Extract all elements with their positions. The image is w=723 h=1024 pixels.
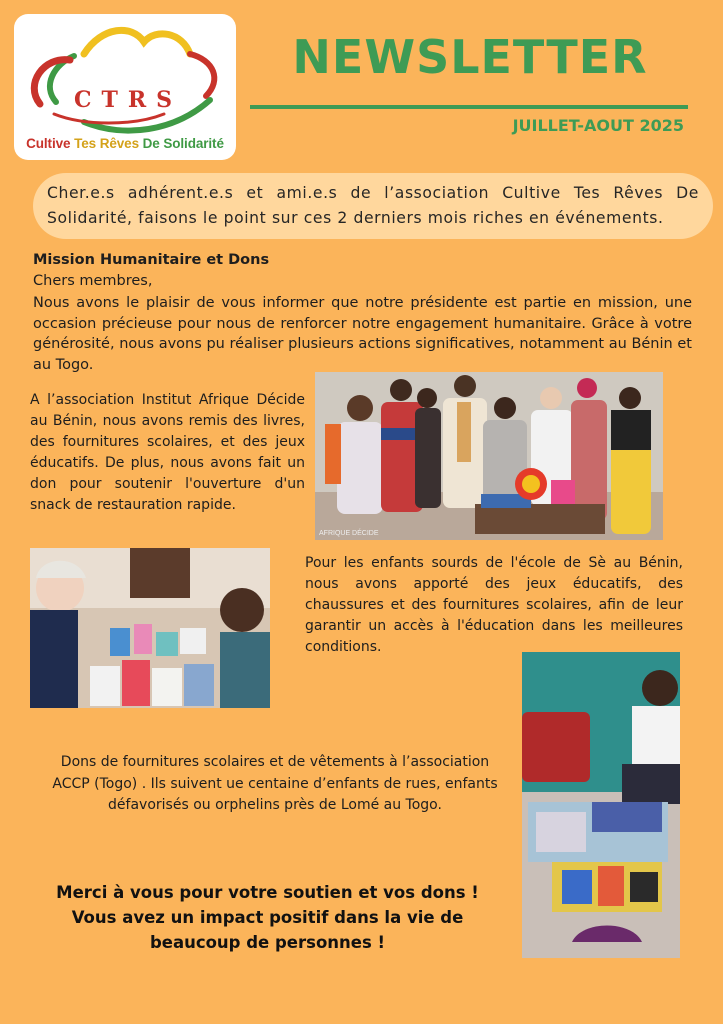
- benin-paragraph: A l’association Institut Afrique Décide au Bénin, nous avons remis des livres, des fournitures scolaires, et des jeux éducatifs. De plus, nous avons fait un don pour soutenir l'ouverture d'un snack de restauration rapide.: [30, 392, 305, 513]
- mission-heading: Mission Humanitaire et Dons: [33, 252, 270, 268]
- logo-tagline: [14, 136, 236, 151]
- intro-text: Cher.e.s adhérent.e.s et ami.e.s de l’association Cultive Tes Rêves De Solidarité, faisons le point sur ces 2 derniers mois riches en événements.: [47, 184, 699, 227]
- logo-tagline-word3: De Solidarité: [142, 136, 224, 151]
- photo-credit: AFRIQUE DÉCIDE: [319, 530, 379, 537]
- issue-date: JUILLET-AOUT 2025: [512, 116, 684, 135]
- logo-tagline-word2: Tes Rêves: [74, 136, 139, 151]
- mission-greeting: Chers membres,: [33, 273, 153, 289]
- group-photo: [315, 372, 663, 540]
- mission-body: Nous avons le plaisir de vous informer que notre présidente est partie en mission, une occasion précieuse pour nous de renforcer notre engagement humanitaire. Grâce à votre générosité, nous avons pu réaliser plusieurs actions significatives, notamment au Bénin et au Togo.: [33, 295, 692, 373]
- logo-acronym: CTRS: [73, 87, 183, 113]
- supplies-photo: [522, 652, 680, 958]
- intro-box: [33, 173, 713, 239]
- books-photo: [30, 548, 270, 708]
- togo-paragraph: Dons de fournitures scolaires et de vêtements à l’association ACCP (Togo) . Ils suivent ue centaine d’enfants de rues, enfants défavorisés ou orphelins près de Lomé au Togo.: [52, 754, 498, 813]
- title-divider: [250, 105, 688, 109]
- logo-tagline-word1: Cultive: [26, 136, 71, 151]
- deaf-school-paragraph: Pour les enfants sourds de l'école de Sè au Bénin, nous avons apporté des jeux éducatifs, des chaussures et des fournitures scolaires, afin de leur garantir un accès à l'éducation dans les meilleures conditions.: [305, 555, 683, 655]
- thanks-message: Merci à vous pour votre soutien et vos dons ! Vous avez un impact positif dans la vie de beaucoup de personnes !: [56, 883, 479, 952]
- newsletter-title: NEWSLETTER: [292, 30, 648, 84]
- logo: [14, 14, 236, 160]
